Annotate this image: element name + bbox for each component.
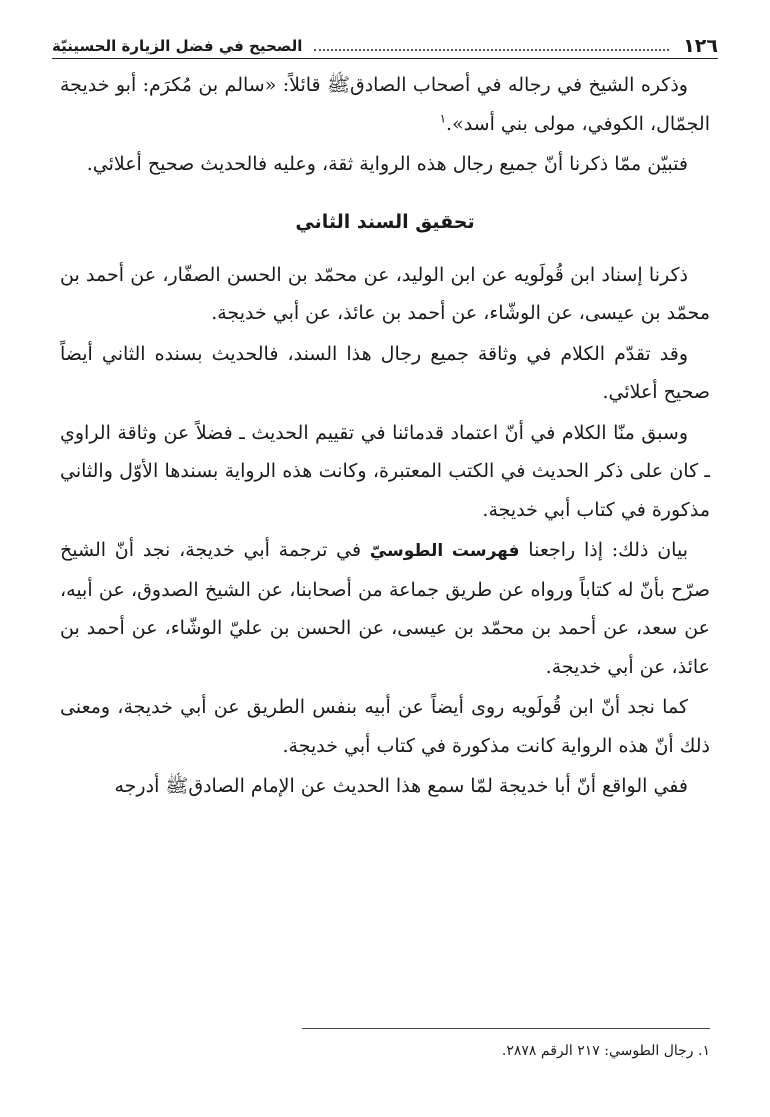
section-heading: تحقيق السند الثاني <box>295 210 475 233</box>
paragraph-8: ففي الواقع أنّ أبا خديجة لمّا سمع هذا الحديث عن الإمام الصادقﷺ أدرجه <box>114 775 688 797</box>
paragraph-6-text-start: بيان ذلك: إذا راجعنا <box>519 539 688 561</box>
main-text <box>60 66 710 808</box>
footnote-marker: ١ <box>439 111 447 126</box>
footnote-1: ١. رجال الطوسي: ٢١٧ الرقم ٢٨٧٨. <box>501 1043 710 1059</box>
paragraph-6-text-end: في ترجمة أبي خديجة، نجد أنّ الشيخ صرّح بأنّ له كتاباً ورواه عن طريق جماعة من أصحابنا، عن الشيخ الصدوق، عن أبيه، عن سعد، عن أحمد بن محمّد بن عيسى، عن الحسن بن عليّ الوشّاء، عن أحمد بن عائذ، عن أبي خديجة. <box>60 539 710 678</box>
page-number: ١٢٦ <box>683 35 718 57</box>
footnote-separator <box>302 1028 710 1029</box>
paragraph-2: فتبيّن ممّا ذكرنا أنّ جميع رجال هذه الرواية ثقة، وعليه فالحديث صحيح أعلائي. <box>86 153 688 175</box>
paragraph-6 <box>60 531 710 686</box>
paragraph-7: كما نجد أنّ ابن قُولَويه روى أيضاً عن أبيه بنفس الطريق عن أبي خديجة، ومعنى ذلك أنّ هذه الرواية كانت مذكورة في كتاب أبي خديجة. <box>60 696 710 757</box>
paragraph-1 <box>60 66 710 143</box>
paragraph-4: وقد تقدّم الكلام في وثاقة جميع رجال هذا السند، فالحديث بسنده الثاني أيضاً صحيح أعلائي. <box>60 342 710 403</box>
paragraph-3: ذكرنا إسناد ابن قُولَويه عن ابن الوليد، عن محمّد بن الحسن الصفّار، عن أحمد بن محمّد بن عيسى، عن الوشّاء، عن أحمد بن عائذ، عن أبي خديجة. <box>60 263 710 324</box>
paragraph-5: وسبق منّا الكلام في أنّ اعتماد قدمائنا في تقييم الحديث ـ فضلاً عن وثاقة الراوي ـ كان على ذكر الحديث في الكتب المعتبرة، وكانت هذه الرواية بسندها الأوّل والثاني مذكورة في كتاب أبي خديجة. <box>60 421 710 521</box>
paragraph-1-text: وذكره الشيخ في رجاله في أصحاب الصادقﷺ قائلاً: «سالم بن مُكرَم: أبو خديجة الجمّال، الكوفي، مولى بني أسد». <box>60 74 710 135</box>
running-header <box>52 30 718 59</box>
header-dot-leader <box>314 48 669 51</box>
footnotes <box>60 1040 710 1062</box>
book-title: الصحيح في فضل الزيارة الحسينيّة <box>52 37 303 55</box>
book-reference: فهرست الطوسيّ <box>369 541 520 561</box>
